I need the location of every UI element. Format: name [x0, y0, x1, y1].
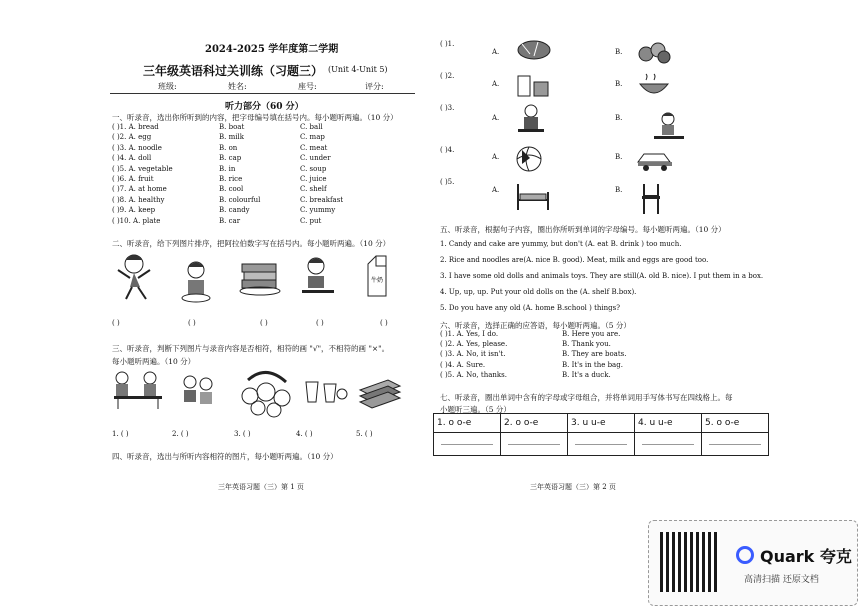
toy-car-illustration	[636, 146, 674, 172]
chair-illustration	[638, 180, 664, 218]
page2-footer: 三年英语习题（三）第 2 页	[530, 483, 616, 491]
s5-line-3: 3. I have some old dolls and animals toys. They are still(A. old B. nice). I put them in a box.	[440, 272, 764, 280]
s4-item-5-b: B.	[615, 186, 623, 194]
writing-lines[interactable]	[702, 433, 769, 456]
units-label: (Unit 4-Unit 5)	[328, 65, 388, 74]
bed-illustration	[514, 180, 552, 214]
writing-lines[interactable]	[501, 433, 568, 456]
section5-title: 五、听录音，根据句子内容，圈出你所听到单词的字母编号。每小题听两遍。（10 分）	[440, 225, 726, 234]
section3-title-cont: 每小题听两遍。（10 分）	[112, 357, 196, 366]
seat-label: 座号:	[298, 82, 317, 91]
writing-lines[interactable]	[568, 433, 635, 456]
s2-blank-1[interactable]: ( )	[112, 319, 120, 327]
listening-part-title: 听力部分（60 分）	[225, 102, 304, 112]
s2-blank-3[interactable]: ( )	[260, 319, 268, 327]
fruit-basket-illustration	[238, 370, 294, 418]
vegetables-illustration	[514, 36, 554, 62]
girl-eating-illustration	[176, 258, 216, 304]
s4-item-2-number[interactable]: ( )2.	[440, 72, 455, 80]
milk-bread-illustration	[514, 70, 550, 100]
s2-blank-4[interactable]: ( )	[316, 319, 324, 327]
fruits-illustration	[636, 40, 672, 64]
svg-text:牛奶: 牛奶	[371, 277, 384, 284]
quark-brand: Quark 夸克	[760, 547, 852, 566]
s4-item-5-a: A.	[492, 186, 500, 194]
s3-blank-1[interactable]: 1. ( )	[112, 430, 129, 438]
bread-plate-illustration	[238, 258, 282, 298]
section4-title: 四、听录音，选出与所听内容相符的图片，每小题听两遍。（10 分）	[112, 452, 338, 461]
s3-blank-2[interactable]: 2. ( )	[172, 430, 189, 438]
page1-footer: 三年英语习题（三）第 1 页	[218, 483, 304, 491]
name-label: 姓名:	[228, 82, 247, 91]
s4-item-3-number[interactable]: ( )3.	[440, 104, 455, 112]
s4-item-4-b: B.	[615, 153, 623, 161]
bread-slices-illustration	[356, 376, 404, 410]
s4-item-1-a: A.	[492, 48, 500, 56]
grid-cell-3: 3. u u-e	[568, 414, 635, 433]
kids-playing-illustration	[178, 372, 218, 412]
s4-item-4-a: A.	[492, 153, 500, 161]
s4-item-2-b: B.	[615, 80, 623, 88]
ball-illustration	[514, 144, 544, 174]
qr-code-icon	[660, 532, 720, 592]
class-label: 班级:	[158, 82, 177, 91]
section3-title: 三、听录音，判断下列图片与录音内容是否相符，相符的画 "√"，不相符的画 "×"。	[112, 344, 390, 353]
s4-item-4-number[interactable]: ( )4.	[440, 146, 455, 154]
s4-item-1-b: B.	[615, 48, 623, 56]
s4-item-3-b: B.	[615, 114, 623, 122]
section6-title: 六、听录音，选择正确的应答语，每小题听两遍。（5 分）	[440, 321, 631, 330]
section2-title: 二、听录音，给下列图片排序，把阿拉伯数字写在括号内。每小题听两遍。（10 分）	[112, 239, 391, 248]
s5-line-5: 5. Do you have any old (A. home B.school ) things?	[440, 304, 620, 312]
section7-title-cont: 小题听三遍。（5 分）	[440, 405, 511, 414]
score-label: 评分:	[365, 82, 384, 91]
s5-line-1: 1. Candy and cake are yummy, but don't (A. eat B. drink ) too much.	[440, 240, 682, 248]
milk-carton-illustration	[362, 252, 392, 300]
s3-blank-4[interactable]: 4. ( )	[296, 430, 313, 438]
s4-item-1-number[interactable]: ( )1.	[440, 40, 455, 48]
grid-cell-1: 1. o o-e	[434, 414, 501, 433]
grid-cell-5: 5. o o-e	[702, 414, 769, 433]
s2-blank-2[interactable]: ( )	[188, 319, 196, 327]
s4-item-2-a: A.	[492, 80, 500, 88]
cook-illustration	[514, 102, 548, 136]
writing-lines[interactable]	[635, 433, 702, 456]
writing-lines[interactable]	[434, 433, 501, 456]
s3-blank-3[interactable]: 3. ( )	[234, 430, 251, 438]
soup-bowl-illustration	[636, 72, 672, 100]
girl-at-table-illustration	[652, 110, 686, 144]
drinks-illustration	[302, 374, 348, 408]
s5-line-2: 2. Rice and noodles are(A. nice B. good). Meat, milk and eggs are good too.	[440, 256, 709, 264]
exam-title: 三年级英语科过关训练（习题三）	[143, 64, 324, 78]
kids-table-illustration	[110, 368, 166, 412]
grid-cell-2: 2. o o-e	[501, 414, 568, 433]
writing-grid	[433, 413, 769, 456]
year-heading: 2024-2025 学年度第二学期	[205, 44, 339, 55]
s2-blank-5[interactable]: ( )	[380, 319, 388, 327]
girl-breakfast-illustration	[298, 254, 338, 302]
s3-blank-5[interactable]: 5. ( )	[356, 430, 373, 438]
quark-logo-icon	[736, 546, 754, 564]
grid-cell-4: 4. u u-e	[635, 414, 702, 433]
quark-subtitle: 高清扫描 还原文档	[744, 575, 819, 585]
section7-title: 七、听录音，圈出单词中含有的字母或字母组合，并将单词用手写体书写在四线格上。每	[440, 393, 733, 402]
s5-line-4: 4. Up, up, up. Put your old dolls on the (A. shelf B.box).	[440, 288, 637, 296]
section1-title: 一、听录音，选出你所听到的内容，把字母编号填在括号内。每小题听两遍。（10 分）	[112, 113, 398, 122]
girl-exercising-illustration	[112, 250, 160, 302]
s4-item-5-number[interactable]: ( )5.	[440, 178, 455, 186]
divider	[110, 93, 415, 94]
s4-item-3-a: A.	[492, 114, 500, 122]
